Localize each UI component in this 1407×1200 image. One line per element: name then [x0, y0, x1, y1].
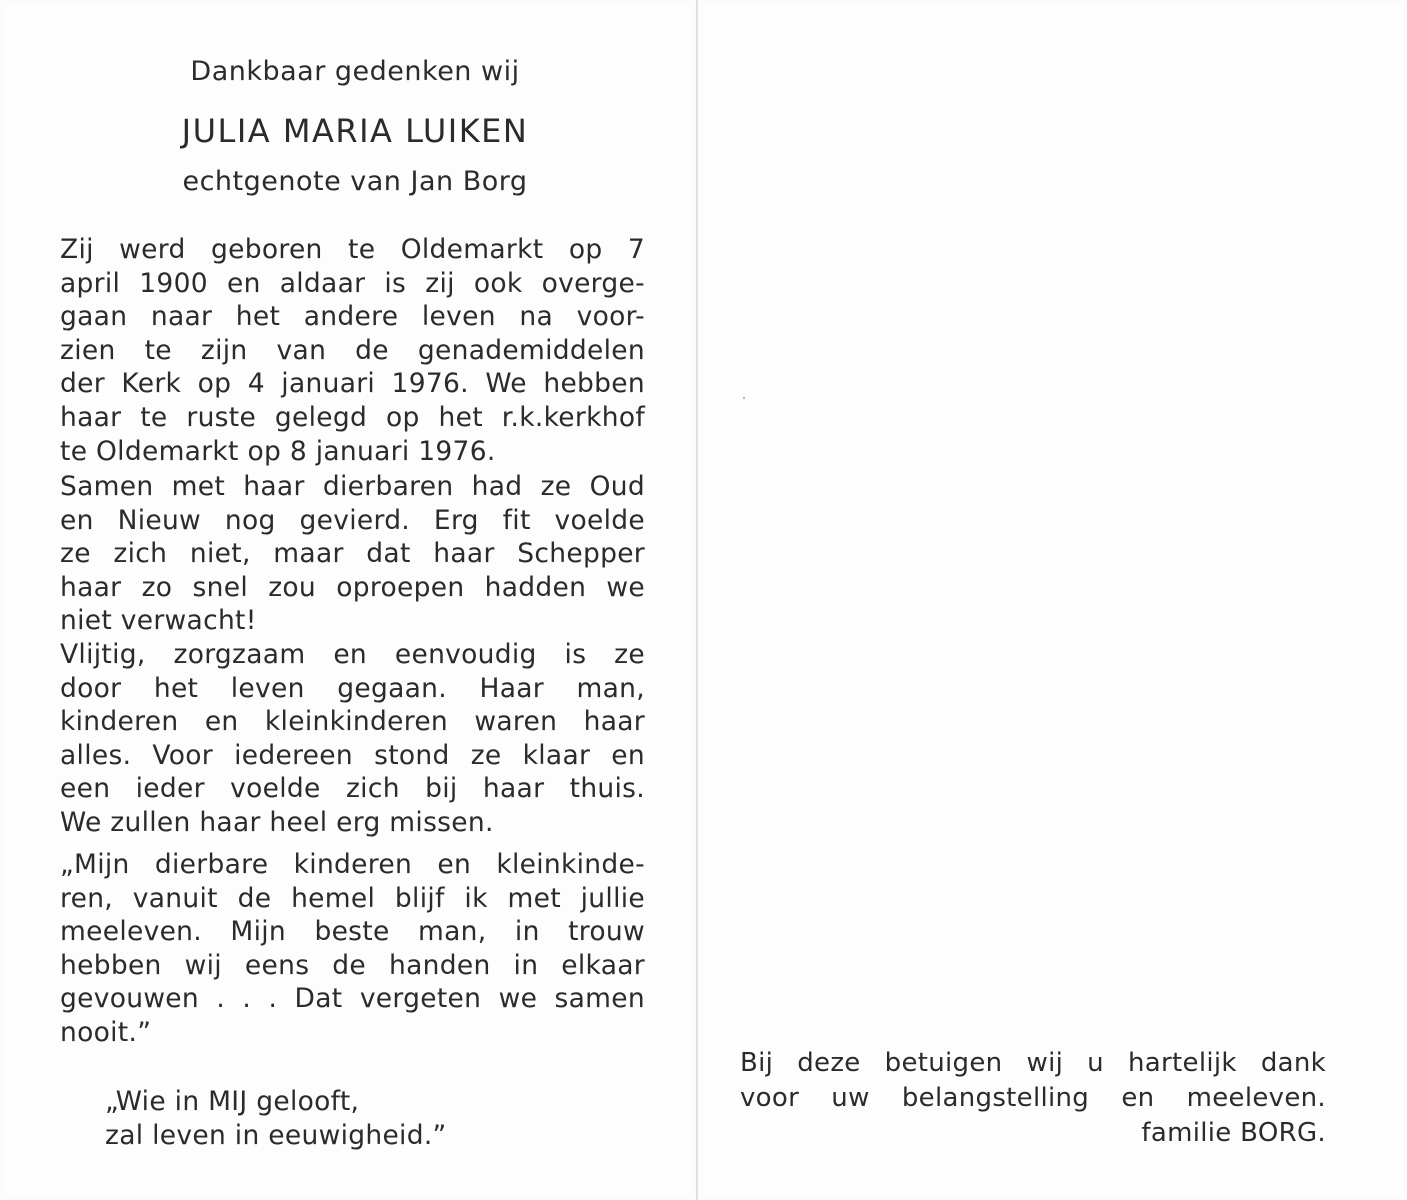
text-line: zal leven in eeuwigheid.” [105, 1119, 447, 1151]
text-line: haar te ruste gelegd op het r.k.kerkhof [60, 401, 645, 433]
text-line: nooit.” [60, 1016, 152, 1048]
paragraph-character [60, 638, 645, 840]
text-line: gaan naar het andere leven na voor- [60, 301, 645, 333]
paragraph-birth-death [60, 233, 645, 468]
paragraph-new-year [60, 470, 645, 638]
text-line: „Mijn dierbare kinderen en kleinkinde- [60, 849, 645, 880]
text-line: der Kerk op 4 januari 1976. We hebben [60, 368, 645, 400]
text-line: ze zich niet, maar dat haar Schepper [60, 538, 645, 570]
text-line: gevouwen . . . Dat vergeten we samen [60, 983, 645, 1015]
text-line: kinderen en kleinkinderen waren haar [60, 706, 645, 738]
deceased-name: JULIA MARIA LUIKEN [181, 112, 529, 150]
text-line: „Wie in MIJ gelooft, [105, 1086, 360, 1117]
text-line: niet verwacht! [60, 605, 257, 637]
family-signature: familie BORG. [1141, 1118, 1326, 1148]
heading-thanks: Dankbaar gedenken wij [190, 56, 520, 87]
text-line: We zullen haar heel erg missen. [60, 806, 494, 838]
text-line: zien te zijn van de genademiddelen [60, 334, 645, 366]
card-fold [696, 0, 698, 1200]
text-line: te Oldemarkt op 8 januari 1976. [60, 435, 496, 467]
text-line: ren, vanuit de hemel blijf ik met jullie [60, 882, 645, 914]
text-line: en Nieuw nog gevierd. Erg fit voelde [60, 504, 645, 536]
text-line: voor uw belangstelling en meeleven. [740, 1083, 1326, 1113]
text-line: april 1900 en aldaar is zij ook overge- [60, 267, 645, 299]
text-line: door het leven gegaan. Haar man, [60, 672, 645, 704]
text-line: haar zo snel zou oproepen hadden we [60, 571, 645, 603]
text-line: Bij deze betuigen wij u hartelijk dank [740, 1048, 1326, 1078]
text-line: Vlijtig, zorgzaam en eenvoudig is ze [60, 639, 645, 670]
paper-speck [743, 397, 745, 399]
text-line: Samen met haar dierbaren had ze Oud [60, 471, 645, 502]
family-thanks [740, 1046, 1326, 1151]
text-line: een ieder voelde zich bij haar thuis. [60, 773, 645, 805]
text-line: Zij werd geboren te Oldemarkt op 7 [60, 234, 645, 265]
paragraph-farewell-quote [60, 848, 645, 1050]
text-line: alles. Voor iedereen stond ze klaar en [60, 739, 645, 771]
right-page [700, 4, 1403, 1196]
text-line: hebben wij eens de handen in elkaar [60, 949, 645, 981]
spouse-line: echtgenote van Jan Borg [182, 166, 528, 197]
text-line: meeleven. Mijn beste man, in trouw [60, 916, 645, 948]
closing-verse [105, 1085, 605, 1152]
